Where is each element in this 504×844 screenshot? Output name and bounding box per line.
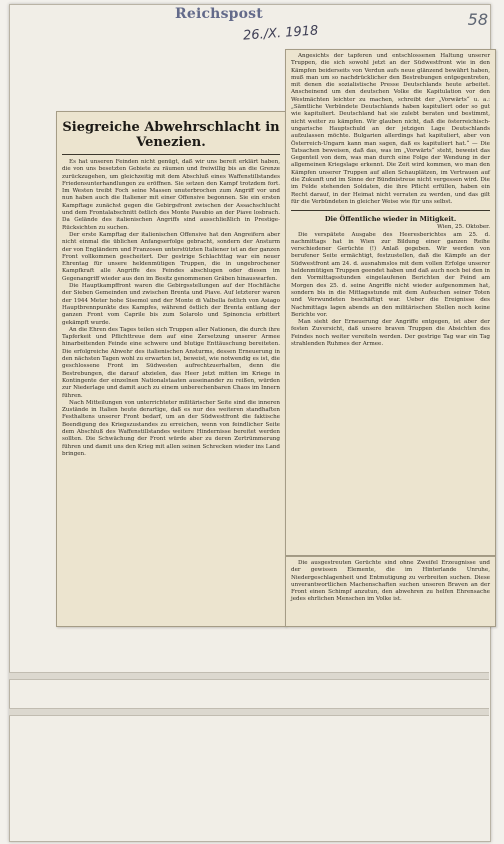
paragraph: Es hat unseren Feinden nicht genügt, daß wir uns bereit erklärt haben, die von uns besetzten Gebiete zu räumen und freiwillig bis an die Grenze zurückzugehen, um gleichzeitig mit dem Abschluß eines Waffenstillstandes Friedensunterhandlungen zu eröffnen. Sie setzen den Kampf trotzdem fort. Im Westen treibt Foch seine Massen unuterbrochen zum Angriff vor und nun haben auch die Italiener mit einer Offensive begonnen. Sie ein ersten Kampftage zunächst gegen die Gebirgsfront zwischen der Assachschlucht und dem Frontalabschnitt östlich des Monte Pasubio an der Piave losbrach. Da Gelände des italienischen Angriffs sind ausschließlich in Prestige-Rücksichten zu suchen. <box>62 159 280 231</box>
handwritten-date: 26./X. 1918 <box>242 23 319 44</box>
right-article-body <box>286 50 495 206</box>
bottom-article-body <box>286 557 495 604</box>
paragraph: An die Ehren des Tages teilen sich Truppen aller Nationen, die durch ihre Tapferkeit und Pflichttreue dem auf eine Zersetzung unserer Armee hinarbeitenden Feinde eine schwere und blutige Enttäuschung bereiteten. Die erfolgreiche Abwehr des italienischen Ansturms, dessen Erneuerung in den nächsten Tagen wohl zu erwarten ist, beweist, wie notwendig es ist, die geschlossene Front im Südwesten aufrechtzuerhalten, denn die Bestrebungen, die darauf abzielen, das Heer jetzt mitten im Kriege in Kontingente der einzelnen Nationalstaaten auseinander zu reißen, würden zur Niederlage und damit auch zu einem unberechenbaren Chaos im Innern führen. <box>62 326 280 399</box>
dateline: Wien, 25. Oktober. <box>437 224 490 231</box>
article-subhead: Die Öffentliche wieder in Mitigkeit. <box>324 215 457 224</box>
page-fold-line <box>9 708 489 716</box>
page-number: 58 <box>467 10 488 29</box>
left-article-body <box>57 159 285 458</box>
newspaper-masthead: Reichspost <box>175 6 263 22</box>
page-fold-line <box>9 672 489 680</box>
left-clipping <box>56 111 286 627</box>
paragraph: Die Hauptkampffront waren die Gebirgsstellungen auf der Hochfläche der Sieben Gemeinden und zwischen Brenta und Piave. Auf letzterer waren der 1944 Meter hohe Sisemol und der Monte di Valbella östlich von Asiago Hauptbrennpunkte des Kampfes, während östlich der Brenta entlang der ganzen Front vom Caprile bis zum Solarolo und Spinoncia erbittert gekämpft wurde. <box>62 283 280 326</box>
paragraph: Angesichts der tapferen und entschlossenen Haltung unserer Truppen, die sich sowohl jetzt an der Südwestfront wie in den Kämpfen beiderseits von Verdun aufs neue glänzend bewährt haben, muß man um so nachdrücklicher den Bestrebungen entgegentreten, mit denen die sozialistische Presse Deutschlands heute arbeitet. Anscheinend um den deutschen Volke die Kapitulation vor den Westmächten leichter zu machen, schreibt der „Vorwärts“ u. a.: „Sämtliche Verbündete Deutschlands haben kapituliert oder so gut wie kapituliert. Deutschland hat sie zulebt beraten und bestimmt, nicht weiter zu kämpfen. Wir glauben nicht, daß die österreichisch-ungarische Hauptschuld an der jetzigen Lage Deutschlands aufzulassen möchte. Bulgarien allerdings hat kapituliert, aber von Österreich-Ungarn kann man sagen, daß es kapituliert hat.“ — Die Tatsachen beweisen, daß das, was im „Vorwärts“ steht, beweist das Gegenteil von dem, was man durch eine Folge der Wendung in der allgemeinen Kriegslage erkennt. Die Zeit wird kommen, wo man den Kämpfen unserer Truppen auf allen Schauplätzen, im Vertrauen auf die Zukunft und im Sinne der Bündnistreue nicht vergessen wird. Die im Felde stehenden Soldaten, die ihre Pflicht erfüllen, haben ein Recht darauf, in der Heimat nicht verraten zu werden, und das gilt für die Verbündeten in gleicher Weise wie für uns selbst. <box>291 53 490 205</box>
paragraph: Die verspätete Ausgabe des Heeresberichtes am 25. d. nachmittags hat in Wien zur Bildung einer ganzen Reihe verschiedener Gerüchte (!) Anlaß gegeben. Wir werden von berufener Seite ermächtigt, festzustellen, daß die Kämpfe an der Südwestfront am 24. d. ausnahmslos mit dem vollen Erfolge unserer heldenmütigen Truppen geendet haben und daß auch noch bei den in den Vormittagsstunden eingelaufenen Berichten der Feind am Morgen des 25. d. seine Angriffe nicht wieder aufgenommen hat, sondern bis in die Mittagsstunde mit dem Aufsuchen seiner Toten und Verwundeten beschäftigt war. Ueber die Ereignisse des Nachmittags lagen abends an den militärischen Stellen noch keine Berichte vor. <box>291 231 490 318</box>
right-article-body-2 <box>286 232 495 349</box>
paragraph: Man sieht der Erneuerung der Angriffe entgegen, ist aber der festen Zuversicht, daß unsere braven Truppen die Absichten des Feindes noch weiter vereiteln werden. Der gestrige Tag war ein Tag strahlenden Ruhmes der Armee. <box>291 319 490 347</box>
paragraph: Die ausgestreuten Gerüchte sind ohne Zweifel Erzeugnisse und der gewissen Elemente, die im Hinterlande Unruhe, Niedergeschlagenheit und Entmutigung zu verbreiten suchen. Diese unverantwortlichen Machenschaften suchen unseren Braven an der Front einen Schimpf anzutun, den abwehren zu helfen Ehrensache jedes ehrlichen Menschen im Volke ist. <box>291 560 490 603</box>
bottom-clipping <box>285 556 496 627</box>
divider <box>62 154 280 155</box>
divider <box>291 210 490 211</box>
right-clipping <box>285 49 496 556</box>
paragraph: Nach Mitteilungen von unterrichteter militärischer Seite sind die inneren Zustände in Italien heute derartige, daß es nur des weiteren standhaften Festhaltens unserer Front bedarf, um an der Südwestfront die faktische Beendigung des Kriegszustandes zu erreichen, wenn von feindlicher Seite dem Abschluß des Waffenstillstandes weitere Hindernisse bereitet werden sollten. Die Schwächung der Front würde aber zu deren Zertrümmerung führen und damit uns den Krieg mit allen seinen Schrecken wieder ins Land bringen. <box>62 399 280 457</box>
paragraph: Der erste Kampftag der italienischen Offensive hat den Angreifern aber nicht einmal die üblichen Anfangserfolge gebracht, sondern der Ansturm der von Engländern und Franzosen unterstützten Italiener ist an der ganzen Front vollkommen gescheitert. Der gestrige Schlachttag war ein neuer Ehrentag für unsere heldenmütigen Truppen, die in ungebrochener Kampfkraft alle Angriffe des Feindes abschlugen oder diesen im Gegenangriff wieder aus den im Besitz genommenen Gräben hinauswarfen. <box>62 231 280 282</box>
article-headline: Siegreiche Abwehrschlacht in Venezien. <box>62 120 280 150</box>
